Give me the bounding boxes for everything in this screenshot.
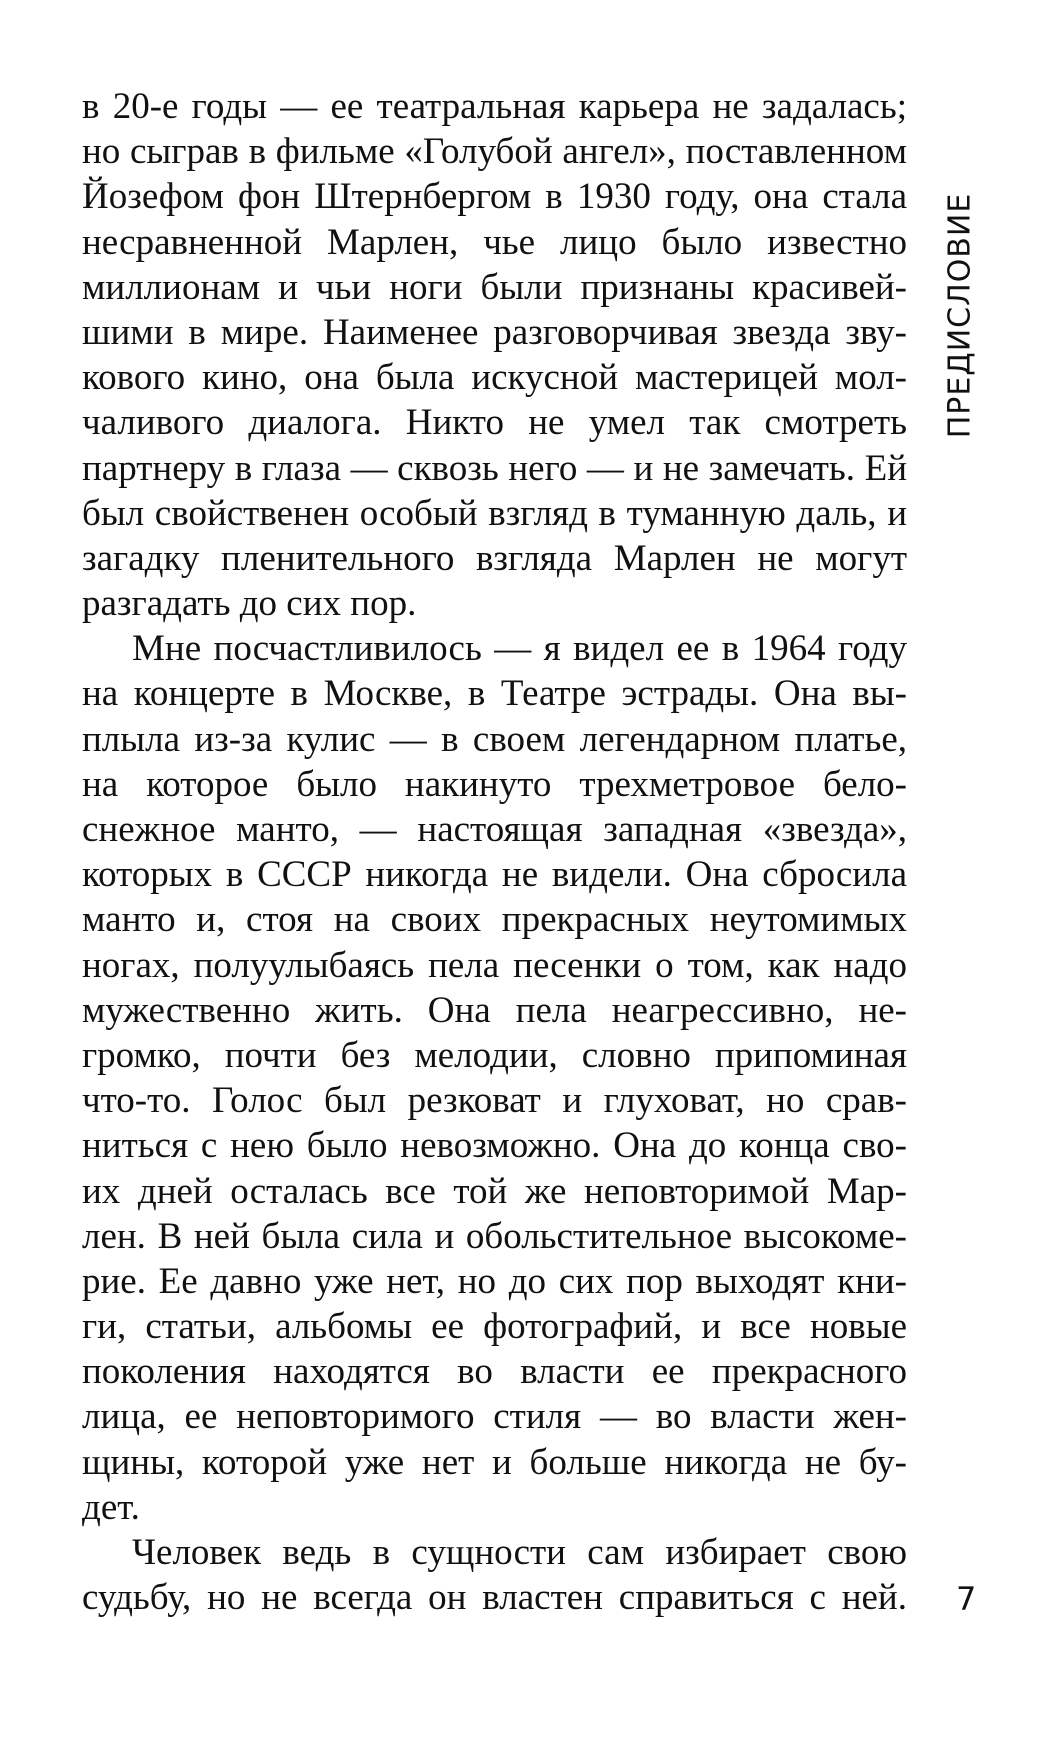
text-line: щины, которой уже нет и больше никогда не бу- (82, 1441, 907, 1483)
body-text (82, 84, 907, 1620)
running-header (940, 180, 980, 450)
text-line: что-то. Голос был резковат и глуховат, но срав- (82, 1080, 907, 1122)
text-line: несравненной Марлен, чье лицо было известно (82, 221, 907, 263)
text-line: громко, почти без мелодии, словно припоминая (82, 1034, 907, 1076)
paragraph-2 (82, 626, 907, 1530)
text-line: Человек ведь в сущности сам избирает свою (132, 1532, 907, 1573)
text-line: но сыграв в фильме «Голубой ангел», поставленном (82, 131, 907, 173)
text-line: лен. В ней была сила и обольстительное высокоме- (82, 1215, 907, 1257)
text-line: дет. (82, 1486, 140, 1528)
text-line: загадку пленительного взгляда Марлен не могут (82, 537, 907, 579)
text-line: судьбу, но не всегда он властен справиться с ней. (82, 1577, 907, 1619)
text-line: чаливого диалога. Никто не умел так смотреть (82, 402, 907, 444)
text-line: кового кино, она была искусной мастерицей мол- (82, 357, 907, 399)
text-line: рие. Ее давно уже нет, но до сих пор выходят кни- (82, 1260, 907, 1302)
text-line: снежное манто, — настоящая западная «звезда», (82, 809, 907, 850)
text-line: ги, статьи, альбомы ее фотографий, и все новые (82, 1306, 907, 1348)
text-line: партнеру в глаза — сквозь него — и не замечать. Ей (82, 447, 907, 489)
text-line: ниться с нею было невозможно. Она до конца сво- (82, 1125, 907, 1167)
text-line: был свойственен особый взгляд в туманную даль, и (82, 492, 907, 534)
running-header-text: ПРЕДИСЛОВИЕ (942, 192, 978, 438)
text-line: поколения находятся во власти ее прекрасного (82, 1351, 907, 1393)
text-line: их дней осталась все той же неповторимой Мар- (82, 1170, 907, 1212)
text-line: миллионам и чьи ноги были признаны красивей- (82, 266, 907, 308)
text-line: разгадать до сих пор. (82, 583, 417, 625)
paragraph-3 (82, 1530, 907, 1620)
text-line: Йозефом фон Штернбергом в 1930 году, она стала (82, 176, 907, 218)
text-line: на концерте в Москве, в Театре эстрады. Она вы- (82, 673, 907, 715)
text-line: которых в СССР никогда не видели. Она сбросила (82, 854, 907, 896)
text-line: шими в мире. Наименее разговорчивая звезда зву- (82, 311, 907, 353)
page-number: 7 (956, 1580, 977, 1618)
text-line: Мне посчастливилось — я видел ее в 1964 году (132, 628, 907, 670)
text-line: в 20-е годы — ее театральная карьера не задалась; (82, 86, 907, 127)
paragraph-1 (82, 84, 907, 626)
text-line: лица, ее неповторимого стиля — во власти жен- (82, 1396, 907, 1438)
text-line: мужественно жить. Она пела неагрессивно, не- (82, 989, 907, 1031)
text-line: плыла из-за кулис — в своем легендарном платье, (82, 718, 907, 760)
text-line: на которое было накинуто трехметровое бело- (82, 763, 907, 805)
text-line: ногах, полуулыбаясь пела песенки о том, как надо (82, 944, 907, 986)
text-line: манто и, стоя на своих прекрасных неутомимых (82, 899, 907, 941)
